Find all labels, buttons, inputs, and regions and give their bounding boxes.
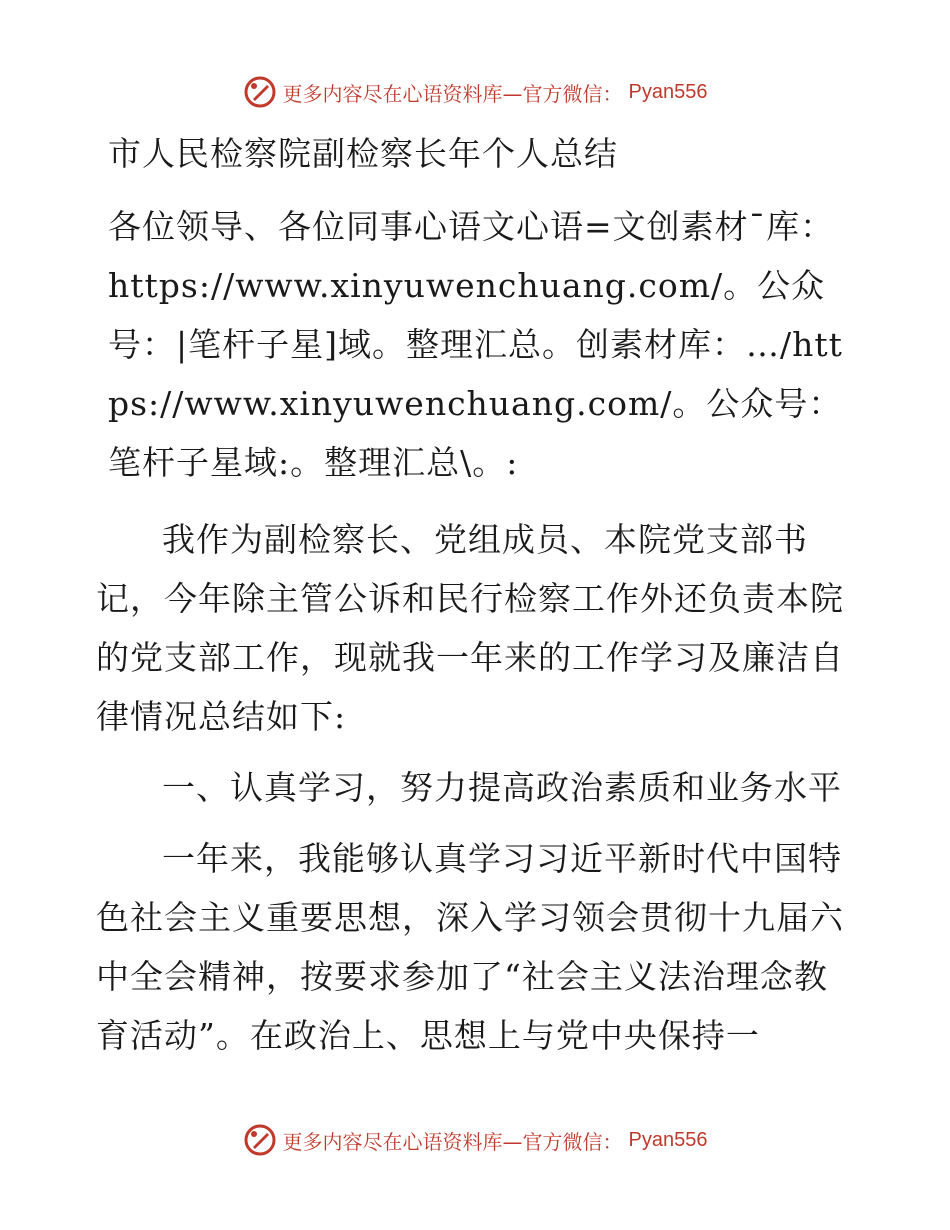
- watermark-banner-top: [0, 72, 950, 112]
- document-body: [96, 124, 856, 1077]
- watermark-text: 更多内容尽在心语资料库—官方微信：: [282, 1129, 623, 1154]
- watermark-banner-bottom: [0, 1120, 950, 1160]
- section-heading: 一、认真学习，努力提高政治素质和业务水平: [162, 768, 842, 807]
- body-paragraph: 一年来，我能够认真学习习近平新时代中国特色社会主义重要思想，深入学习领会贯彻十九届六中全会精神，按要求参加了“社会主义法治理念教育活动”。在政治上、思想上与党中央保持一: [96, 839, 844, 1055]
- document-title: 市人民检察院副检察长年个人总结: [108, 134, 618, 173]
- greeting-paragraph: 各位领导、各位同事心语文心语=文创素材¯库：https://www.xinyuwenchuang.com/。公众号：|笔杆子星]域。整理汇总。创素材库：…/https://www.xinyuwenchuang.com/。公众号：笔杆子星域:。整理汇总\。:: [108, 207, 843, 482]
- watermark-handle: Pyan556: [628, 1128, 708, 1151]
- watermark-handle: Pyan556: [628, 80, 708, 103]
- watermark-text: 更多内容尽在心语资料库—官方微信：: [282, 81, 623, 106]
- quill-logo-icon: [243, 75, 277, 109]
- body-paragraph: 我作为副检察长、党组成员、本院党支部书记，今年除主管公诉和民行检察工作外还负责本院的党支部工作，现就我一年来的工作学习及廉洁自律情况总结如下:: [96, 520, 844, 736]
- quill-logo-icon: [243, 1123, 277, 1157]
